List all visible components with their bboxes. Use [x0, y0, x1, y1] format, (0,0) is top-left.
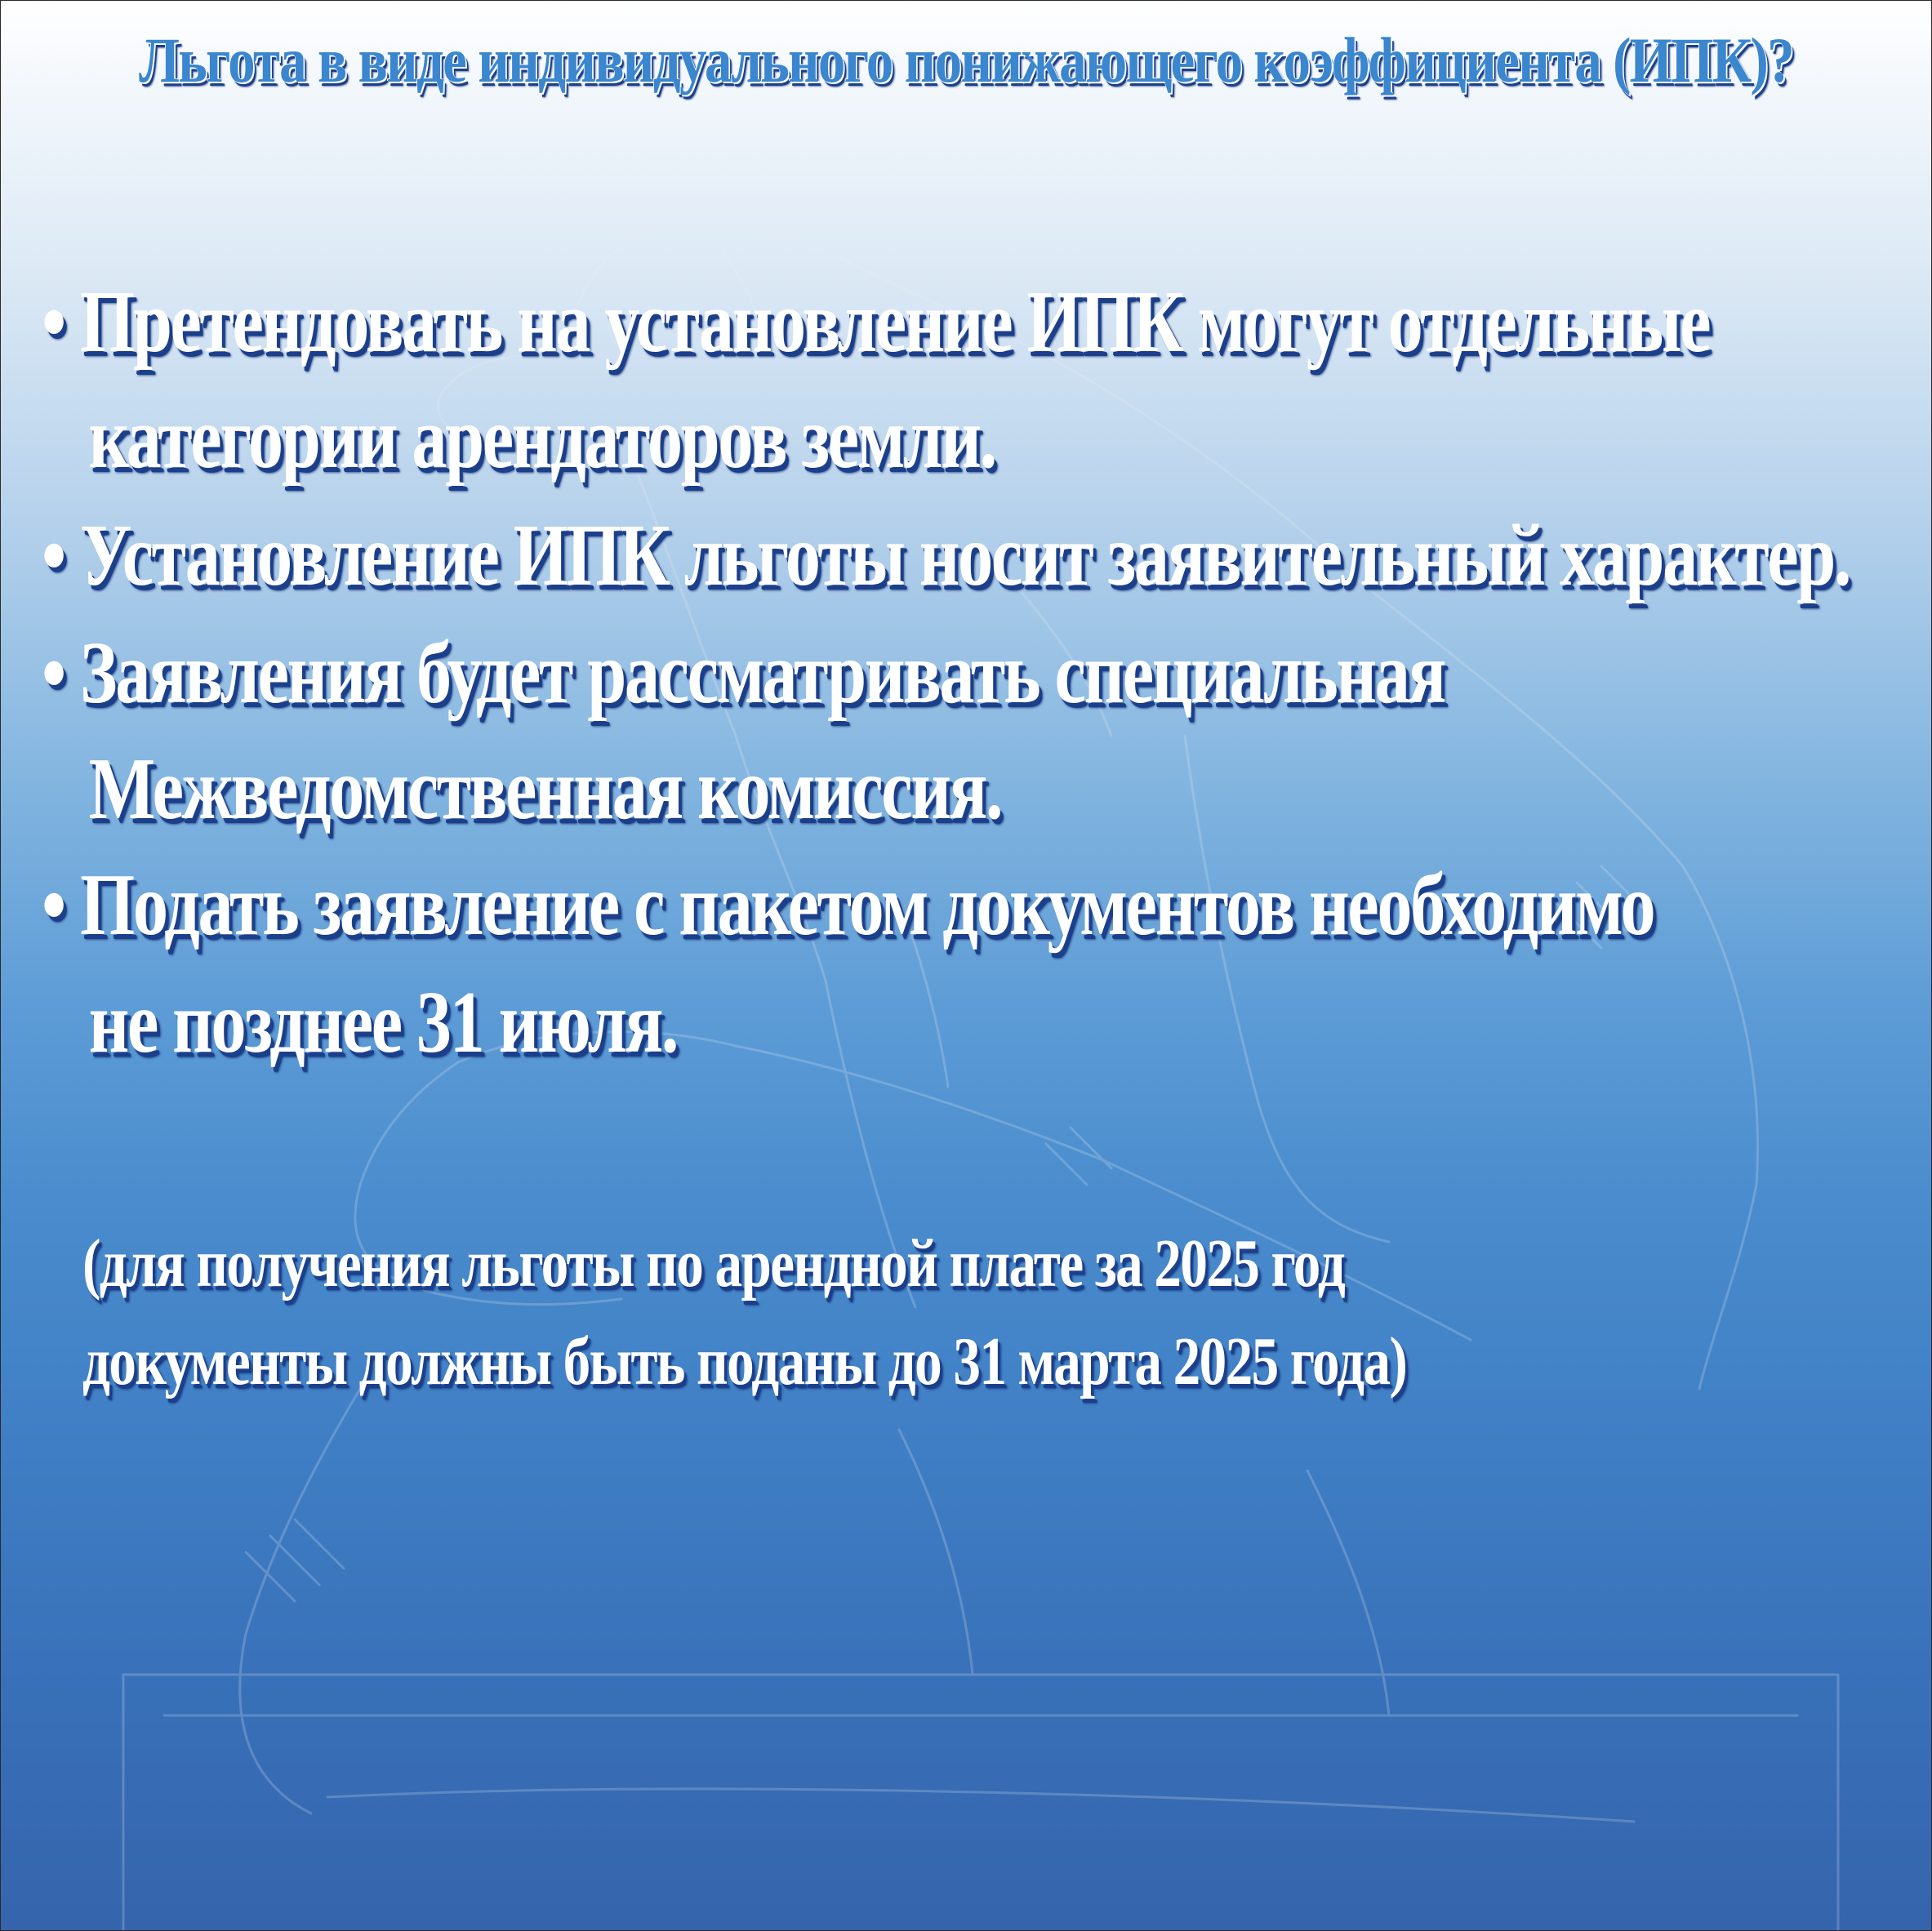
bullet-4-line-2: не позднее 31 июля. — [88, 974, 678, 1071]
bullet-4-text: Подать заявление с пакетом документов необходимо — [80, 856, 1654, 954]
bullet-1-text: Претендовать на установление ИПК могут отдельные — [80, 274, 1710, 371]
bullet-1-line-1 — [42, 272, 1709, 373]
bullet-icon: • — [42, 625, 65, 722]
bullet-icon: • — [42, 507, 65, 604]
bullet-3-text: Заявления будет рассматривать специальная — [80, 625, 1445, 722]
bullet-1-line-2: категории арендаторов земли. — [88, 389, 995, 487]
note-line-2: документы должны быть поданы до 31 марта 2025 года) — [82, 1324, 1407, 1399]
bullet-icon: • — [42, 856, 65, 954]
bullet-2-text: Установление ИПК льготы носит заявительный характер. — [80, 507, 1850, 604]
bullet-2-line-1 — [42, 505, 1850, 607]
bullet-icon: • — [42, 274, 65, 371]
page-title: Льгота в виде индивидуального понижающего коэффициента (ИПК)? — [139, 24, 1793, 96]
bullet-4-line-1 — [42, 855, 1654, 956]
bullet-3-line-1 — [42, 623, 1445, 724]
note-line-1: (для получения льготы по арендной плате за 2025 год — [82, 1226, 1345, 1301]
bullet-3-line-2: Межведомственная комиссия. — [88, 741, 1002, 838]
